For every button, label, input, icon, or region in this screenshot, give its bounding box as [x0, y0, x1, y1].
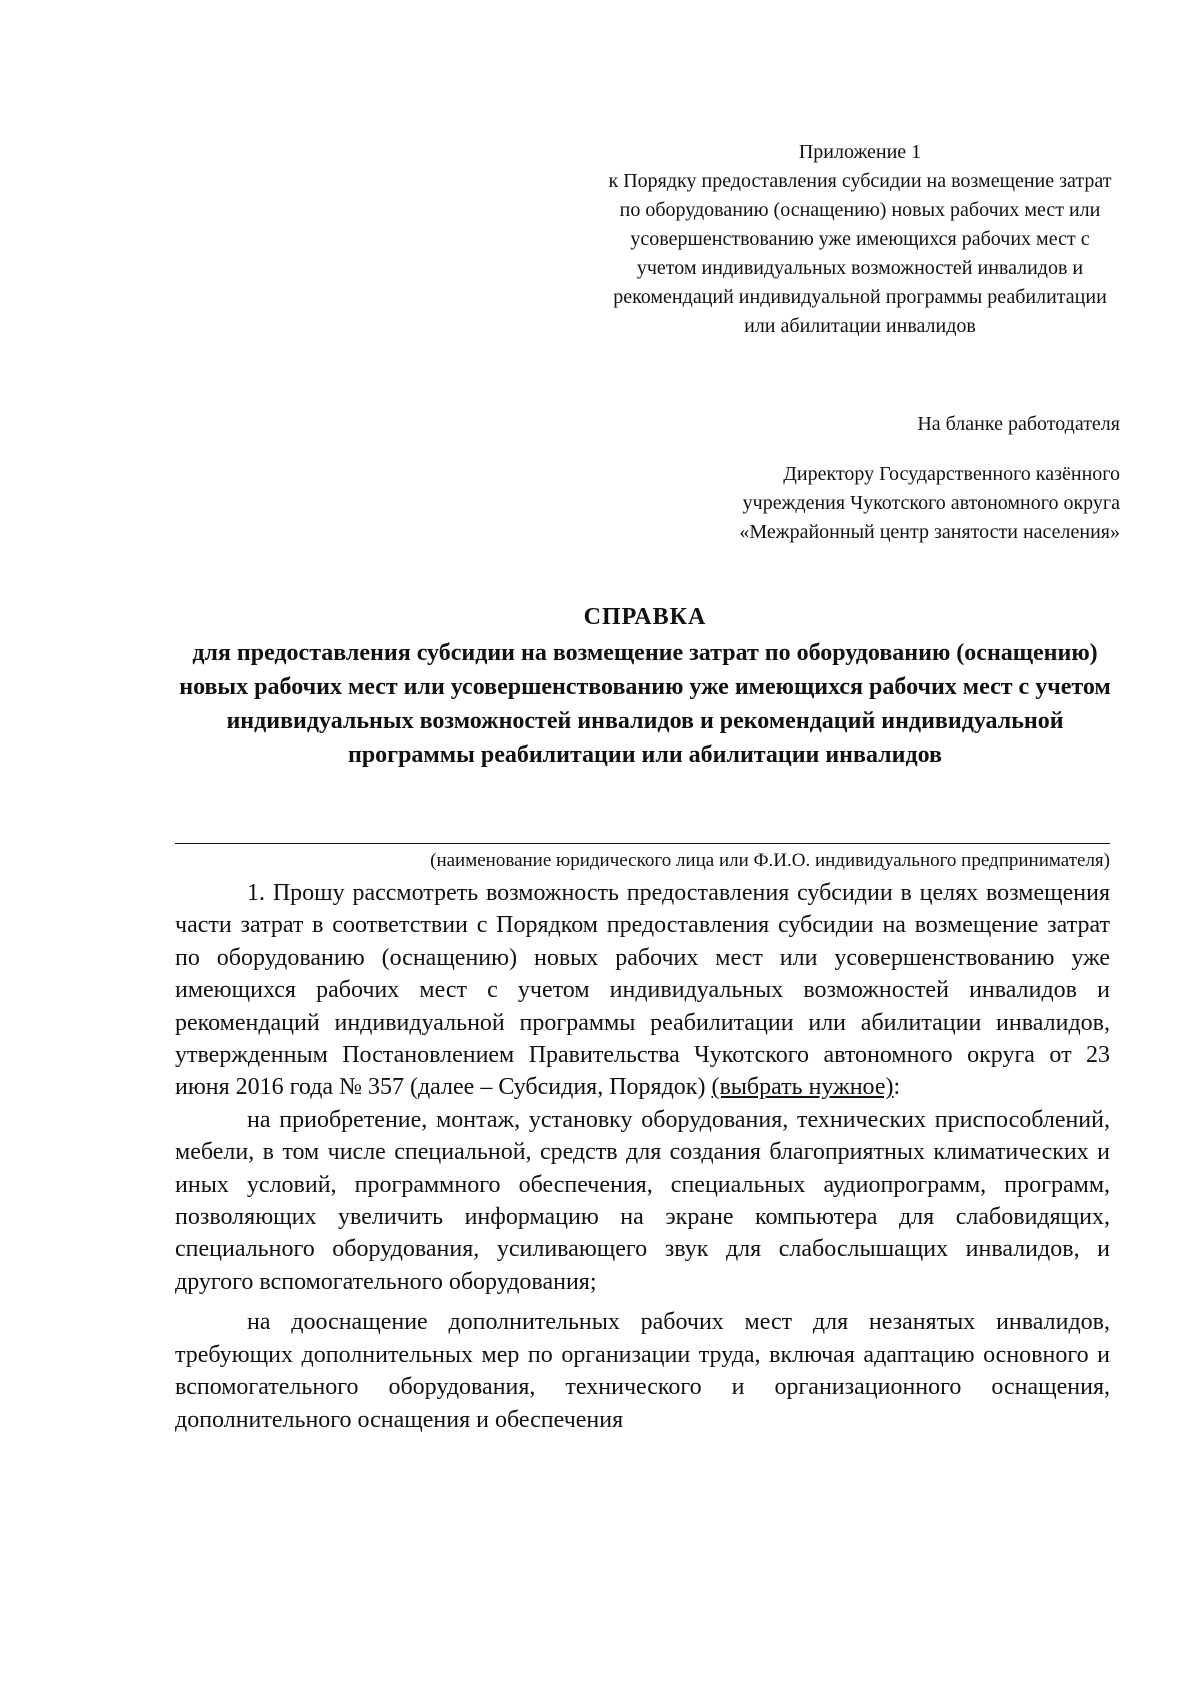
body-paragraph-2: на приобретение, монтаж, установку оборудования, технических приспособлений, мебели, в том числе специальной, средств для создания благоприятных климатических и иных условий, программного обеспечения, специальных аудиопрограмм, программ, позволяющих увеличить информацию на экране компьютера для слабовидящих, специального оборудования, усиливающего звук для слабослышащих инвалидов, и другого вспомогательного оборудования;	[175, 1106, 1110, 1295]
letterhead-note: На бланке работодателя	[917, 413, 1120, 435]
document-title: СПРАВКА	[583, 604, 707, 630]
paragraph-1-end: :	[893, 1074, 901, 1101]
paragraph-1-text: 1. Прошу рассмотреть возможность предоставления субсидии в целях возмещения части затрат в соответствии с Порядком предоставления субсидии на возмещение затрат по оборудованию (оснащению) новых рабочих мест или усовершенствованию уже имеющихся рабочих мест с учетом индивидуальных возможностей инвалидов и рекомендаций индивидуальной программы реабилитации или абилитации инвалидов, утвержденным Постановлением Правительства Чукотского автономного округа от 23 июня 2016 года № 357 (далее – Субсидия, Порядок)	[175, 880, 1110, 1101]
applicant-name-line	[175, 843, 1110, 844]
addressee-line: Директору Государственного казённого	[783, 463, 1120, 485]
document-subtitle: для предоставления субсидии на возмещение затрат по оборудованию (оснащению) новых рабочих мест или усовершенствованию уже имеющихся рабочих мест с учетом индивидуальных возможностей инвалидов и рекомендаций индивидуальной программы реабилитации или абилитации инвалидов	[179, 640, 1111, 768]
addressee-block	[600, 460, 1120, 547]
appendix-text: к Порядку предоставления субсидии на возмещение затрат по оборудованию (оснащению) новых рабочих мест или усовершенствованию уже имеющихся рабочих мест с учетом индивидуальных возможностей инвалидов и рекомендаций индивидуальной программы реабилитации или абилитации инвалидов	[608, 170, 1112, 337]
choose-note: (выбрать нужное)	[711, 1074, 894, 1101]
body-paragraph-1	[175, 877, 1110, 1104]
appendix-number: Приложение 1	[798, 141, 922, 163]
addressee-line: «Межрайонный центр занятости населения»	[739, 521, 1120, 543]
applicant-name-caption: (наименование юридического лица или Ф.И.О. индивидуального предпринимателя)	[430, 850, 1110, 871]
body-paragraph-3: на дооснащение дополнительных рабочих мест для незанятых инвалидов, требующих дополнительных мер по организации труда, включая адаптацию основного и вспомогательного оборудования, технического и организационного оснащения, дополнительного оснащения и обеспечения	[175, 1309, 1110, 1433]
document-body	[175, 877, 1110, 1436]
appendix-block	[600, 138, 1120, 341]
addressee-line: учреждения Чукотского автономного округа	[742, 492, 1120, 514]
